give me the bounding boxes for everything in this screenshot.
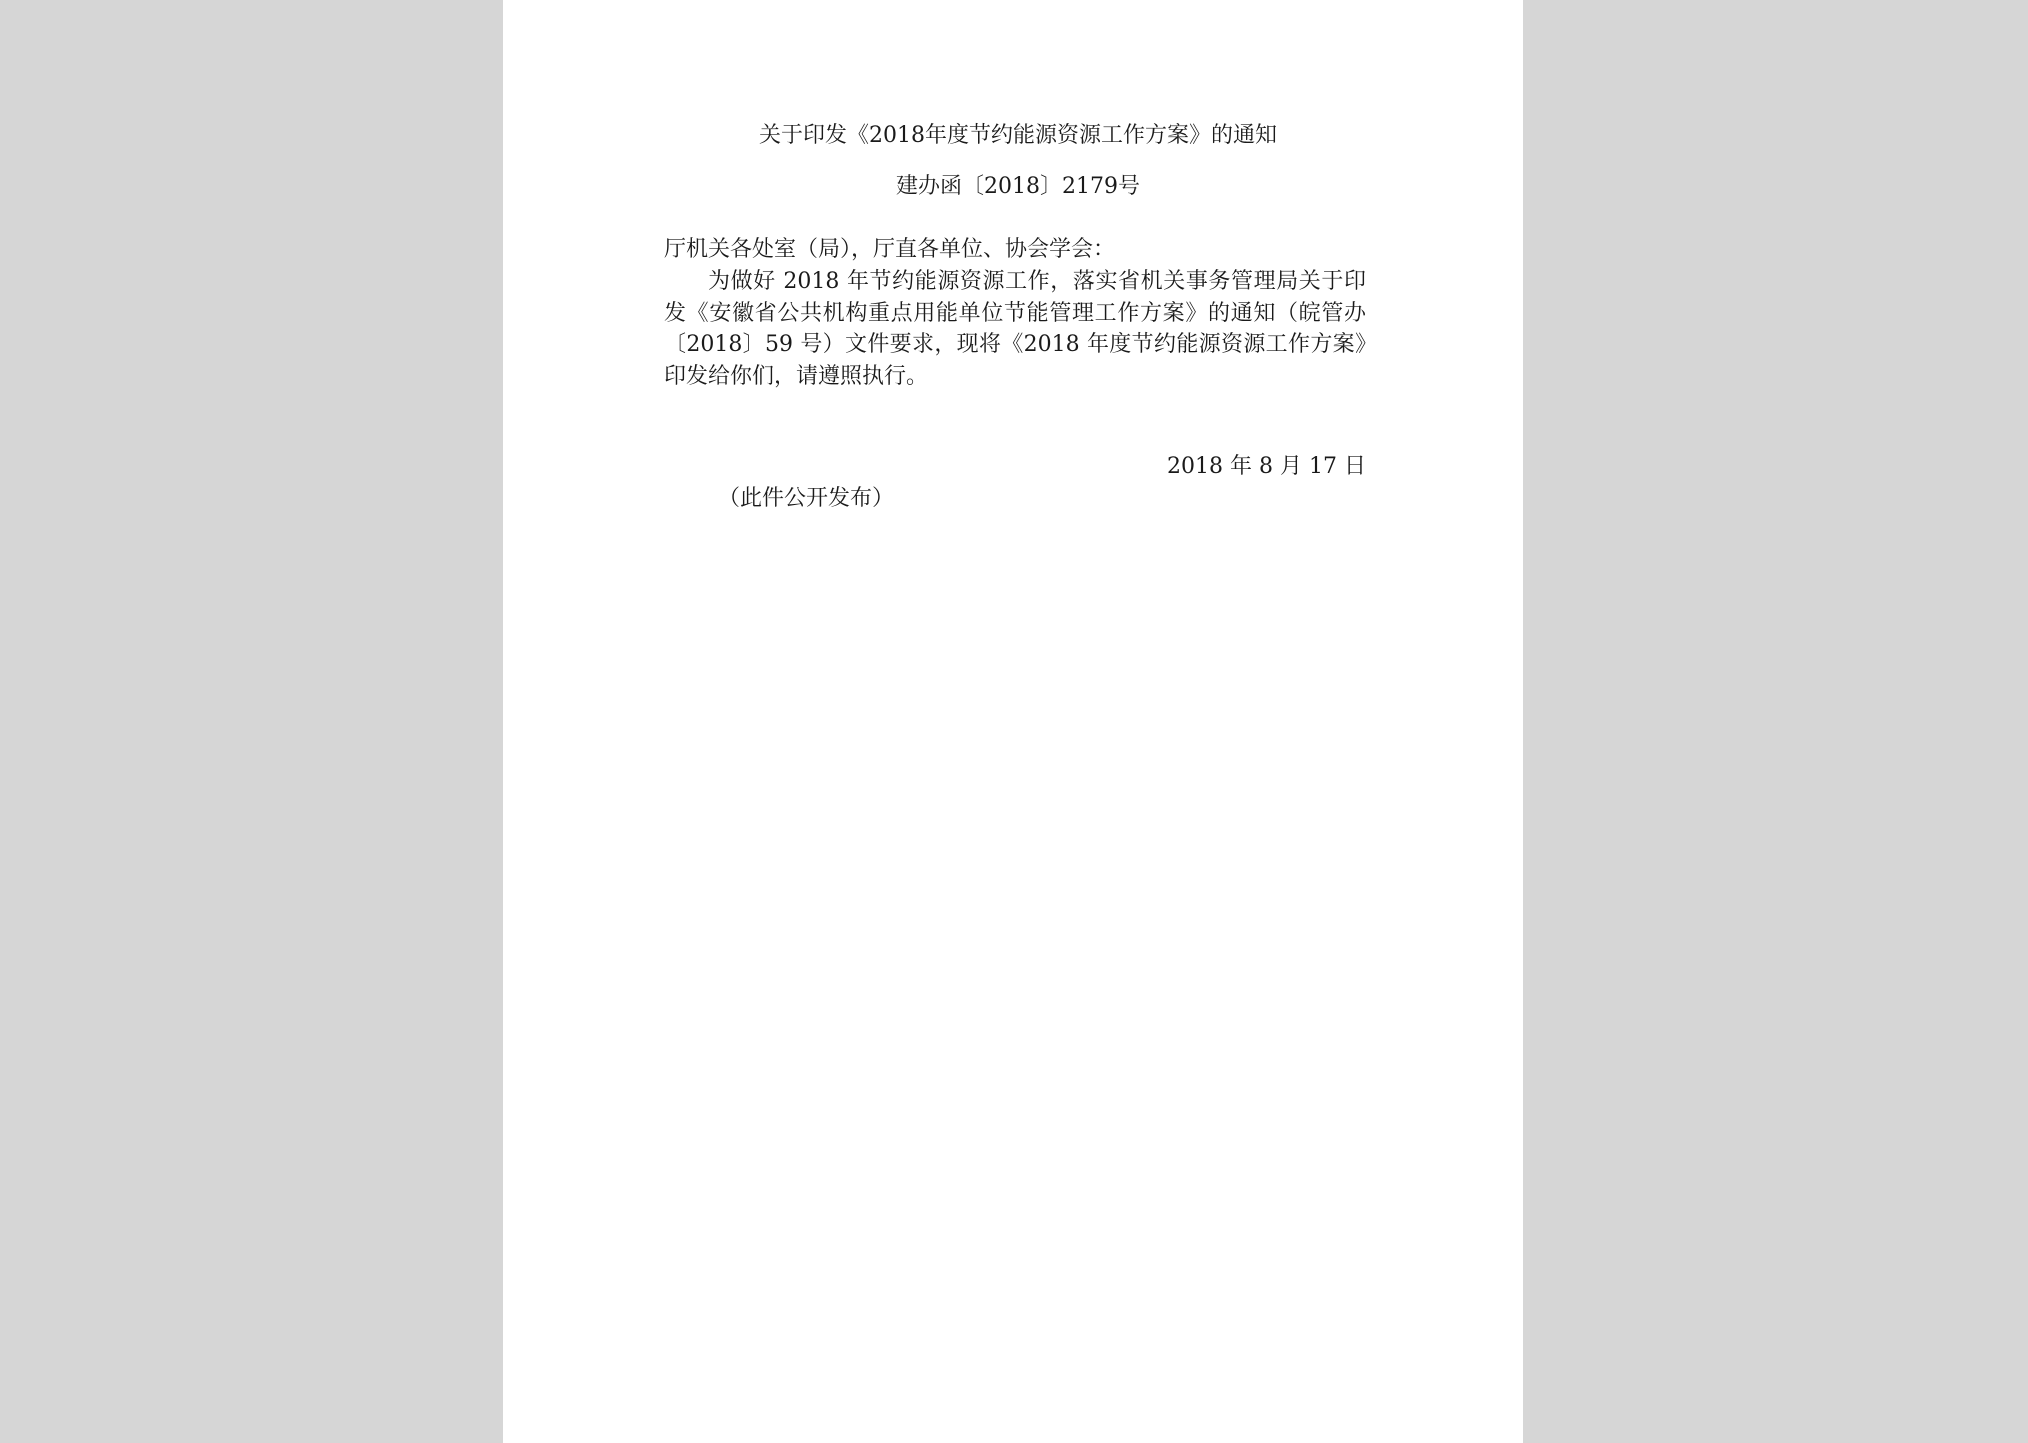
publication-note: （此件公开发布） bbox=[718, 486, 895, 511]
document-title: 关于印发《2018年度节约能源资源工作方案》的通知 bbox=[759, 123, 1277, 148]
document-page bbox=[503, 0, 1523, 1443]
issue-date: 2018 年 8 月 17 日 bbox=[1167, 454, 1366, 479]
body-paragraph: 为做好 2018 年节约能源资源工作，落实省机关事务管理局关于印发《安徽省公共机构重点用能单位节能管理工作方案》的通知（皖管办〔2018〕59 号）文件要求，现将《2018 年度节约能源资源工作方案》印发给你们，请遵照执行。 bbox=[664, 269, 1366, 389]
salutation: 厅机关各处室（局），厅直各单位、协会学会： bbox=[664, 237, 1116, 262]
document-number: 建办函〔2018〕2179号 bbox=[896, 174, 1140, 199]
